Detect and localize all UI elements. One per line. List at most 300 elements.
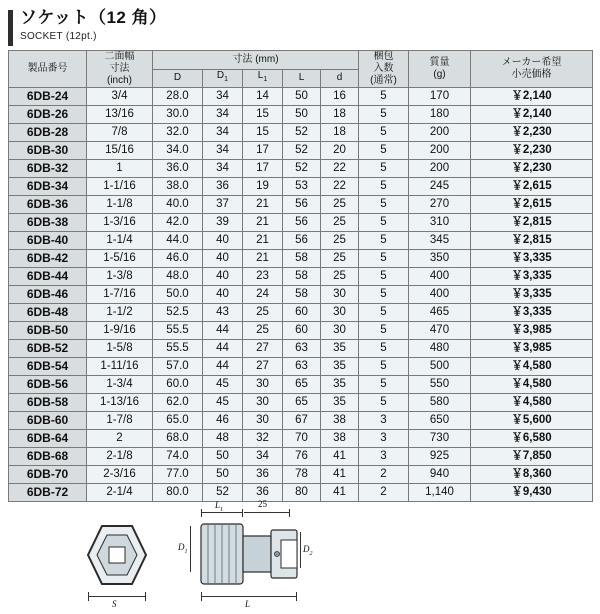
table-row[interactable] [9,160,593,178]
cell-pack-qty: 5 [359,88,409,106]
header-l1 [243,69,283,88]
cell-weight: 730 [409,430,471,448]
cell-d1: 40 [203,232,243,250]
cell-l1: 21 [243,214,283,232]
cell-code: 6DB-24 [9,88,87,106]
cell-l1: 30 [243,394,283,412]
cell-d1: 52 [203,484,243,502]
l-dimension-line [201,596,297,597]
cell-d: 55.5 [153,322,203,340]
header-price [471,51,593,88]
cell-d1: 44 [203,322,243,340]
cell-d1: 39 [203,214,243,232]
cell-code: 6DB-50 [9,322,87,340]
dim25-line [244,512,290,513]
cell-d-small: 25 [321,196,359,214]
socket-end-view-icon [86,524,148,586]
cell-d-small: 25 [321,214,359,232]
table-row[interactable] [9,448,593,466]
header-across-flats-line1: 二面幅 [104,51,135,62]
table-row[interactable] [9,286,593,304]
header-weight-line1: 質量 [429,57,450,68]
header-l1-subscript: 1 [263,76,268,84]
cell-pack-qty: 5 [359,214,409,232]
label-d2-base: D [303,544,310,554]
cell-d: 68.0 [153,430,203,448]
cell-d-small: 18 [321,124,359,142]
cell-l: 63 [283,358,321,376]
cell-d1: 37 [203,196,243,214]
cell-l1: 17 [243,160,283,178]
label-l1 [215,500,223,513]
cell-price: ￥2,615 [471,196,593,214]
cell-l: 60 [283,304,321,322]
cell-d-small: 38 [321,412,359,430]
header-weight [409,51,471,88]
cell-l: 65 [283,394,321,412]
cell-price: ￥2,230 [471,124,593,142]
cell-code: 6DB-36 [9,196,87,214]
cell-code: 6DB-58 [9,394,87,412]
cell-across-flats: 1-9/16 [87,322,153,340]
cell-l1: 15 [243,106,283,124]
cell-price: ￥8,360 [471,466,593,484]
table-row[interactable] [9,394,593,412]
cell-across-flats: 2 [87,430,153,448]
table-row[interactable] [9,250,593,268]
cell-pack-qty: 5 [359,178,409,196]
cell-across-flats: 1-7/8 [87,412,153,430]
cell-across-flats: 2-1/8 [87,448,153,466]
cell-d1: 34 [203,160,243,178]
cell-d1: 45 [203,376,243,394]
header-pack-line1: 梱包 [373,51,394,62]
cell-weight: 925 [409,448,471,466]
cell-l: 60 [283,322,321,340]
cell-across-flats: 1-7/16 [87,286,153,304]
cell-across-flats: 2-1/4 [87,484,153,502]
cell-weight: 465 [409,304,471,322]
cell-price: ￥4,580 [471,358,593,376]
cell-l: 65 [283,376,321,394]
header-d1-base: D [216,70,225,82]
cell-price: ￥2,230 [471,160,593,178]
cell-l: 78 [283,466,321,484]
cell-weight: 345 [409,232,471,250]
cell-weight: 500 [409,358,471,376]
table-row[interactable] [9,430,593,448]
cell-weight: 940 [409,466,471,484]
label-d1-subscript: 1 [184,548,188,555]
cell-pack-qty: 5 [359,376,409,394]
cell-l: 58 [283,250,321,268]
table-row[interactable] [9,178,593,196]
title-accent-bar [8,10,13,46]
cell-l1: 27 [243,358,283,376]
cell-d-small: 22 [321,178,359,196]
cell-weight: 470 [409,322,471,340]
header-across-flats-line2: 寸法 [109,63,130,74]
cell-l: 70 [283,430,321,448]
cell-d1: 40 [203,286,243,304]
cell-d-small: 25 [321,250,359,268]
cell-pack-qty: 5 [359,304,409,322]
table-row[interactable] [9,322,593,340]
cell-code: 6DB-28 [9,124,87,142]
cell-price: ￥3,985 [471,322,593,340]
cell-code: 6DB-34 [9,178,87,196]
title-japanese: ソケット（12 角） [20,8,167,27]
cell-d: 80.0 [153,484,203,502]
header-d-small: d [321,69,359,88]
cell-d: 65.0 [153,412,203,430]
cell-d1: 34 [203,88,243,106]
cell-d-small: 30 [321,322,359,340]
cell-across-flats: 1-13/16 [87,394,153,412]
cell-pack-qty: 5 [359,358,409,376]
cell-l1: 30 [243,376,283,394]
cell-l1: 14 [243,88,283,106]
cell-pack-qty: 5 [359,160,409,178]
table-row[interactable] [9,124,593,142]
l1-tick-left [201,509,202,517]
cell-d-small: 35 [321,376,359,394]
cell-code: 6DB-30 [9,142,87,160]
cell-across-flats: 1-3/8 [87,268,153,286]
cell-l1: 25 [243,304,283,322]
cell-d: 57.0 [153,358,203,376]
cell-l1: 36 [243,466,283,484]
cell-across-flats: 15/16 [87,142,153,160]
cell-pack-qty: 5 [359,196,409,214]
cell-code: 6DB-72 [9,484,87,502]
cell-d1: 46 [203,412,243,430]
table-row[interactable] [9,376,593,394]
cell-d-small: 30 [321,286,359,304]
cell-across-flats: 1-1/4 [87,232,153,250]
label-d2 [303,544,313,557]
cell-l1: 34 [243,448,283,466]
cell-price: ￥2,140 [471,106,593,124]
cell-d: 44.0 [153,232,203,250]
cell-across-flats: 1-11/16 [87,358,153,376]
cell-pack-qty: 5 [359,250,409,268]
cell-d-small: 30 [321,304,359,322]
cell-d: 50.0 [153,286,203,304]
cell-across-flats: 2-3/16 [87,466,153,484]
cell-code: 6DB-70 [9,466,87,484]
cell-l1: 36 [243,484,283,502]
header-across-flats [87,51,153,88]
cell-pack-qty: 3 [359,448,409,466]
cell-d1: 44 [203,340,243,358]
cell-d: 30.0 [153,106,203,124]
header-pack-qty [359,51,409,88]
cell-d: 40.0 [153,196,203,214]
cell-l: 52 [283,124,321,142]
cell-d: 36.0 [153,160,203,178]
cell-l: 53 [283,178,321,196]
cell-pack-qty: 5 [359,232,409,250]
cell-code: 6DB-56 [9,376,87,394]
cell-d1: 48 [203,430,243,448]
cell-weight: 200 [409,142,471,160]
cell-l1: 21 [243,196,283,214]
cell-l: 52 [283,160,321,178]
cell-l: 67 [283,412,321,430]
cell-price: ￥2,815 [471,214,593,232]
label-d1 [178,542,188,555]
cell-price: ￥2,615 [471,178,593,196]
page-title [8,8,592,44]
header-d1-subscript: 1 [224,76,229,84]
cell-d-small: 20 [321,142,359,160]
table-row[interactable] [9,142,593,160]
cell-d-small: 35 [321,394,359,412]
cell-l1: 24 [243,286,283,304]
cell-d: 60.0 [153,376,203,394]
cell-d: 52.5 [153,304,203,322]
header-pack-line2: 入数 [373,63,394,74]
cell-l1: 15 [243,124,283,142]
cell-d: 48.0 [153,268,203,286]
cell-d: 62.0 [153,394,203,412]
cell-d: 34.0 [153,142,203,160]
dim25-tick-right [289,509,290,517]
cell-l1: 23 [243,268,283,286]
cell-price: ￥4,580 [471,376,593,394]
table-row[interactable] [9,412,593,430]
cell-d1: 34 [203,106,243,124]
cell-l: 50 [283,88,321,106]
cell-d-small: 41 [321,484,359,502]
label-d2-subscript: 2 [309,550,313,557]
cell-pack-qty: 5 [359,340,409,358]
table-row[interactable] [9,214,593,232]
cell-price: ￥9,430 [471,484,593,502]
cell-l: 63 [283,340,321,358]
cell-d-small: 35 [321,358,359,376]
cell-weight: 270 [409,196,471,214]
label-d1-base: D [178,542,185,552]
table-row[interactable] [9,340,593,358]
cell-d-small: 38 [321,430,359,448]
cell-weight: 550 [409,376,471,394]
cell-code: 6DB-52 [9,340,87,358]
cell-weight: 1,140 [409,484,471,502]
cell-d-small: 25 [321,232,359,250]
cell-d: 77.0 [153,466,203,484]
cell-l: 50 [283,106,321,124]
cell-l1: 30 [243,412,283,430]
table-row[interactable] [9,484,593,502]
cell-across-flats: 1-1/16 [87,178,153,196]
socket-side-view-icon [193,518,383,590]
cell-weight: 170 [409,88,471,106]
cell-pack-qty: 2 [359,484,409,502]
cell-pack-qty: 5 [359,124,409,142]
cell-l: 58 [283,286,321,304]
cell-across-flats: 1-5/8 [87,340,153,358]
cell-l1: 27 [243,340,283,358]
label-l: L [245,599,251,609]
cell-price: ￥3,335 [471,250,593,268]
cell-weight: 180 [409,106,471,124]
cell-l1: 21 [243,232,283,250]
cell-l: 56 [283,232,321,250]
header-price-line1: メーカー希望 [501,57,562,68]
cell-code: 6DB-38 [9,214,87,232]
cell-across-flats: 13/16 [87,106,153,124]
cell-price: ￥3,335 [471,268,593,286]
cell-price: ￥2,815 [471,232,593,250]
header-code: 製品番号 [9,51,87,88]
cell-code: 6DB-60 [9,412,87,430]
title-english: SOCKET (12pt.) [20,31,97,42]
cell-d: 28.0 [153,88,203,106]
cell-weight: 310 [409,214,471,232]
cell-d-small: 18 [321,106,359,124]
header-l: L [283,69,321,88]
cell-weight: 245 [409,178,471,196]
cell-across-flats: 1-1/8 [87,196,153,214]
cell-code: 6DB-32 [9,160,87,178]
header-d: D [153,69,203,88]
cell-price: ￥7,850 [471,448,593,466]
cell-across-flats: 1 [87,160,153,178]
header-price-line2: 小売価格 [511,69,552,80]
cell-d: 42.0 [153,214,203,232]
cell-weight: 200 [409,124,471,142]
cell-d-small: 16 [321,88,359,106]
cell-d-small: 35 [321,340,359,358]
cell-d1: 40 [203,268,243,286]
cell-weight: 580 [409,394,471,412]
cell-code: 6DB-26 [9,106,87,124]
l1-tick-right [242,509,243,517]
cell-d1: 43 [203,304,243,322]
cell-l1: 32 [243,430,283,448]
table-body [9,88,593,502]
label-l1-base: L [215,500,221,510]
cell-weight: 350 [409,250,471,268]
cell-across-flats: 7/8 [87,124,153,142]
cell-pack-qty: 5 [359,106,409,124]
cell-across-flats: 1-1/2 [87,304,153,322]
cell-weight: 400 [409,268,471,286]
cell-across-flats: 3/4 [87,88,153,106]
header-weight-line2: (g) [433,69,446,80]
label-s: S [112,599,117,609]
cell-code: 6DB-46 [9,286,87,304]
cell-d-small: 41 [321,448,359,466]
cell-d1: 50 [203,448,243,466]
table-row[interactable] [9,304,593,322]
cell-code: 6DB-40 [9,232,87,250]
table-row[interactable] [9,268,593,286]
cell-d1: 34 [203,142,243,160]
cell-d1: 50 [203,466,243,484]
table-row[interactable] [9,466,593,484]
cell-d1: 36 [203,178,243,196]
cell-l1: 25 [243,322,283,340]
header-pack-line3: (通常) [370,75,397,86]
cell-d1: 34 [203,124,243,142]
cell-code: 6DB-54 [9,358,87,376]
cell-d-small: 25 [321,268,359,286]
cell-across-flats: 1-3/16 [87,214,153,232]
header-d1 [203,69,243,88]
cell-price: ￥3,335 [471,286,593,304]
cell-d: 32.0 [153,124,203,142]
cell-weight: 650 [409,412,471,430]
cell-d-small: 22 [321,160,359,178]
label-l1-subscript: 1 [220,506,224,513]
cell-code: 6DB-48 [9,304,87,322]
cell-weight: 200 [409,160,471,178]
cell-pack-qty: 3 [359,412,409,430]
header-dimensions: 寸法 (mm) [153,51,359,70]
cell-d1: 44 [203,358,243,376]
cell-pack-qty: 5 [359,394,409,412]
d1-dimension-line [190,526,191,572]
cell-d: 74.0 [153,448,203,466]
cell-l: 52 [283,142,321,160]
cell-price: ￥4,580 [471,394,593,412]
header-l1-base: L [257,70,264,82]
cell-price: ￥2,140 [471,88,593,106]
cell-l1: 21 [243,250,283,268]
product-diagram [8,499,592,614]
cell-d1: 40 [203,250,243,268]
cell-l: 56 [283,196,321,214]
cell-l1: 19 [243,178,283,196]
table-row[interactable] [9,232,593,250]
cell-l: 58 [283,268,321,286]
cell-d: 46.0 [153,250,203,268]
cell-weight: 480 [409,340,471,358]
cell-across-flats: 1-5/16 [87,250,153,268]
cell-d: 55.5 [153,340,203,358]
cell-price: ￥2,230 [471,142,593,160]
cell-l: 80 [283,484,321,502]
table-row[interactable] [9,88,593,106]
table-row[interactable] [9,106,593,124]
cell-price: ￥6,580 [471,430,593,448]
cell-l: 76 [283,448,321,466]
cell-pack-qty: 5 [359,322,409,340]
table-row[interactable] [9,196,593,214]
s-dimension-line [88,596,146,597]
cell-pack-qty: 5 [359,268,409,286]
cell-weight: 400 [409,286,471,304]
cell-across-flats: 1-3/4 [87,376,153,394]
socket-spec-table [8,50,593,502]
table-header-row-1 [9,51,593,70]
cell-price: ￥3,335 [471,304,593,322]
cell-code: 6DB-44 [9,268,87,286]
label-25: 25 [258,499,267,509]
cell-pack-qty: 3 [359,430,409,448]
cell-pack-qty: 5 [359,142,409,160]
cell-d: 38.0 [153,178,203,196]
cell-code: 6DB-64 [9,430,87,448]
cell-d-small: 41 [321,466,359,484]
cell-l: 56 [283,214,321,232]
header-across-flats-line3: (inch) [106,75,132,86]
table-row[interactable] [9,358,593,376]
cell-pack-qty: 5 [359,286,409,304]
